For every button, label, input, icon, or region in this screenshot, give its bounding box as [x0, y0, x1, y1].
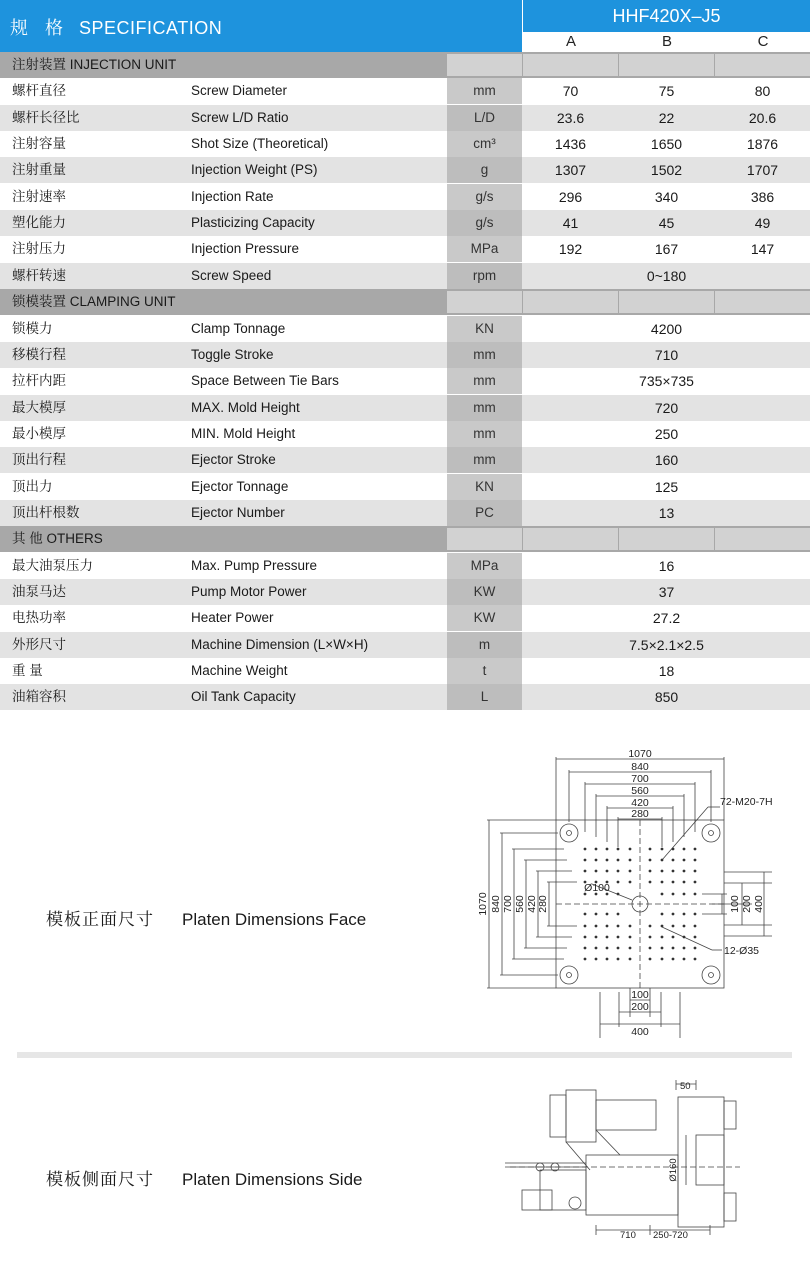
dim-left-280: 280: [537, 895, 549, 913]
dim-top-420: 420: [631, 797, 649, 809]
spec-value: 37: [658, 584, 675, 600]
threaded-hole: [595, 947, 598, 950]
spec-title-en: SPECIFICATION: [79, 18, 223, 38]
spec-label-cn: 电热功率: [12, 610, 66, 626]
side-dim-bottom-2: 250-720: [653, 1230, 688, 1240]
spec-value: 720: [654, 399, 679, 416]
spec-label-en: Ejector Stroke: [191, 452, 276, 468]
threaded-hole: [683, 870, 686, 873]
spec-label-en: Screw Diameter: [191, 83, 288, 99]
threaded-hole: [672, 893, 675, 896]
dim-top-840: 840: [631, 761, 649, 773]
spec-label-cn: 拉杆内距: [12, 373, 66, 389]
dim-right-200: 200: [741, 895, 753, 913]
threaded-hole: [617, 925, 620, 928]
threaded-hole: [683, 958, 686, 961]
side-caption-cn: 模板侧面尺寸: [46, 1170, 154, 1189]
spec-unit: g: [447, 157, 522, 183]
spec-label-en: Space Between Tie Bars: [191, 373, 339, 389]
spec-row: [0, 184, 810, 210]
spec-unit: g/s: [447, 210, 522, 236]
spec-label-cn: 螺杆转速: [12, 267, 66, 283]
section-header-cell: [523, 291, 618, 313]
face-caption-cn: 模板正面尺寸: [46, 910, 154, 929]
spec-label-cn: 顶出行程: [12, 452, 66, 468]
thread-spec-label: 72-M20-7H: [720, 796, 773, 808]
dim-left-560: 560: [514, 895, 526, 913]
platen-face-drawing: [472, 742, 790, 1042]
spec-label-cn: 注射速率: [12, 188, 66, 204]
threaded-hole: [617, 893, 620, 896]
spec-row: [0, 316, 810, 342]
threaded-hole: [694, 859, 697, 862]
spec-row: [0, 684, 810, 710]
threaded-hole: [606, 848, 609, 851]
threaded-hole: [617, 958, 620, 961]
spec-row: [0, 263, 810, 289]
threaded-hole: [617, 848, 620, 851]
spec-label-en: Ejector Tonnage: [191, 478, 289, 494]
spec-value: 296: [558, 188, 583, 205]
threaded-hole: [595, 848, 598, 851]
col-a-header: A: [565, 33, 576, 50]
spec-unit: MPa: [447, 236, 522, 262]
threaded-hole: [683, 859, 686, 862]
spec-row: [0, 500, 810, 526]
threaded-hole: [661, 859, 664, 862]
threaded-hole: [584, 947, 587, 950]
threaded-hole: [649, 925, 652, 928]
side-caption: [46, 1165, 362, 1190]
spec-unit: mm: [447, 78, 522, 104]
spec-label-en: Ejector Number: [191, 504, 285, 520]
spec-title-cn: 规 格: [10, 18, 70, 38]
spec-label-cn: 最大油泵压力: [12, 557, 93, 573]
spec-value: 386: [750, 188, 775, 205]
spec-label-cn: 顶出杆根数: [12, 504, 80, 520]
spec-label-en: MIN. Mold Height: [191, 425, 296, 441]
threaded-hole: [606, 947, 609, 950]
threaded-hole: [617, 870, 620, 873]
threaded-hole: [649, 881, 652, 884]
threaded-hole: [649, 936, 652, 939]
threaded-hole: [606, 870, 609, 873]
section-header-cell: [715, 291, 810, 313]
section-header-cell: [523, 528, 618, 550]
section-header: [0, 289, 810, 315]
section-header: [0, 52, 810, 78]
model-name: HHF420X–J5: [523, 0, 810, 32]
threaded-hole: [661, 936, 664, 939]
spec-label-en: Pump Motor Power: [191, 584, 307, 599]
spec-unit: rpm: [447, 263, 522, 289]
spec-label-cn: 注射重量: [12, 162, 66, 178]
spec-label-en: Machine Weight: [191, 663, 288, 679]
spec-label-cn: 塑化能力: [12, 215, 66, 231]
threaded-hole: [683, 925, 686, 928]
spec-value: 167: [654, 241, 679, 258]
threaded-hole: [629, 958, 632, 961]
spec-row: [0, 78, 810, 104]
spec-unit: t: [447, 658, 522, 684]
threaded-hole: [595, 958, 598, 961]
threaded-hole: [617, 913, 620, 916]
spec-value: 49: [754, 215, 771, 232]
threaded-hole: [584, 925, 587, 928]
threaded-hole: [595, 936, 598, 939]
threaded-hole: [672, 913, 675, 916]
spec-label-cn: 油箱容积: [12, 689, 66, 705]
section-header-cell: [447, 528, 522, 550]
spec-row: [0, 210, 810, 236]
spec-label-en: Toggle Stroke: [191, 346, 274, 362]
spec-value: 41: [562, 215, 579, 232]
dim-top-560: 560: [631, 785, 649, 797]
face-caption: [46, 905, 366, 930]
section-header-cell: [619, 54, 714, 76]
threaded-hole: [672, 870, 675, 873]
threaded-hole: [617, 936, 620, 939]
dim-top-1070: 1070: [628, 748, 652, 760]
threaded-hole: [595, 925, 598, 928]
spec-row: [0, 421, 810, 447]
spec-label-cn: 螺杆直径: [12, 83, 66, 99]
side-dim-top: 50: [680, 1081, 691, 1092]
spec-title-bar: [0, 0, 522, 52]
col-b-header: B: [661, 33, 672, 50]
threaded-hole: [683, 881, 686, 884]
threaded-hole: [672, 859, 675, 862]
spec-unit: MPa: [447, 553, 522, 579]
spec-unit: L/D: [447, 105, 522, 131]
spec-value: 1876: [746, 136, 779, 153]
spec-label-cn: 注射压力: [12, 241, 66, 257]
threaded-hole: [694, 881, 697, 884]
spec-row: [0, 579, 810, 605]
spec-row: [0, 105, 810, 131]
threaded-hole: [672, 958, 675, 961]
threaded-hole: [629, 881, 632, 884]
spec-label-cn: 外形尺寸: [12, 636, 66, 652]
threaded-hole: [694, 936, 697, 939]
spec-label-cn: 移模行程: [12, 346, 66, 362]
spec-label-cn: 油泵马达: [12, 584, 66, 599]
threaded-hole: [606, 925, 609, 928]
dim-bottom-200: 200: [631, 1001, 649, 1013]
dim-left-700: 700: [502, 895, 514, 913]
dim-right-400: 400: [753, 895, 765, 913]
threaded-hole: [584, 870, 587, 873]
section-divider: [17, 1052, 792, 1058]
threaded-hole: [584, 958, 587, 961]
spec-label-en: Machine Dimension (L×W×H): [191, 636, 369, 652]
spec-value: 1502: [650, 162, 683, 179]
dim-right-100: 100: [729, 895, 741, 913]
threaded-hole: [672, 925, 675, 928]
spec-row: [0, 447, 810, 473]
dim-left-420: 420: [526, 895, 538, 913]
section-title: 注射装置 INJECTION UNIT: [12, 57, 177, 72]
spec-label-cn: 螺杆长径比: [12, 109, 80, 125]
spec-value: 125: [654, 478, 679, 495]
threaded-hole: [661, 881, 664, 884]
spec-row: [0, 131, 810, 157]
threaded-hole: [694, 870, 697, 873]
spec-label-en: Shot Size (Theoretical): [191, 136, 329, 152]
threaded-hole: [694, 947, 697, 950]
spec-label-cn: 锁模力: [12, 320, 53, 336]
spec-unit: mm: [447, 342, 522, 368]
threaded-hole: [595, 870, 598, 873]
col-c-header: C: [757, 33, 769, 50]
spec-unit: mm: [447, 368, 522, 394]
spec-value: 1707: [746, 162, 779, 179]
spec-unit: m: [447, 632, 522, 658]
threaded-hole: [629, 859, 632, 862]
dim-top-280: 280: [631, 808, 649, 820]
threaded-hole: [672, 881, 675, 884]
spec-value: 23.6: [556, 109, 585, 126]
spec-value: 13: [658, 504, 675, 521]
threaded-hole: [694, 848, 697, 851]
section-header-cell: [619, 528, 714, 550]
spec-label-cn: 最小模厚: [12, 425, 66, 441]
threaded-hole: [617, 881, 620, 884]
threaded-hole: [649, 958, 652, 961]
spec-value: 0~180: [646, 267, 687, 284]
threaded-hole: [606, 936, 609, 939]
threaded-hole: [617, 947, 620, 950]
spec-label-en: Heater Power: [191, 610, 274, 626]
spec-label-en: Max. Pump Pressure: [191, 557, 318, 573]
threaded-hole: [661, 947, 664, 950]
spec-value: 7.5×2.1×2.5: [629, 636, 704, 653]
spec-unit: KW: [447, 605, 522, 631]
platen-side-drawing: [500, 1075, 750, 1240]
hole-spec-label: 12-Ø35: [724, 945, 760, 957]
spec-value: 147: [750, 241, 775, 258]
threaded-hole: [661, 870, 664, 873]
spec-value: 22: [658, 109, 675, 126]
section-header-cell: [619, 291, 714, 313]
screw-option-headers: [523, 32, 810, 52]
spec-row: [0, 474, 810, 500]
threaded-hole: [584, 859, 587, 862]
spec-row: [0, 368, 810, 394]
center-hole-dim: Ø100: [584, 882, 610, 894]
spec-label-en: Screw Speed: [191, 267, 272, 283]
section-header-cell: [715, 54, 810, 76]
threaded-hole: [694, 913, 697, 916]
threaded-hole: [584, 848, 587, 851]
spec-unit: mm: [447, 447, 522, 473]
spec-value: 250: [654, 425, 679, 442]
threaded-hole: [629, 947, 632, 950]
spec-value: 70: [562, 83, 579, 100]
dim-bottom-400: 400: [631, 1026, 649, 1038]
spec-header: [0, 0, 810, 52]
dim-left-1070: 1070: [477, 892, 489, 916]
spec-label-cn: 最大模厚: [12, 399, 66, 415]
spec-row: [0, 658, 810, 684]
threaded-hole: [629, 925, 632, 928]
threaded-hole: [672, 947, 675, 950]
face-caption-en: Platen Dimensions Face: [182, 910, 367, 929]
spec-label-en: Injection Pressure: [191, 241, 300, 257]
threaded-hole: [649, 947, 652, 950]
threaded-hole: [672, 848, 675, 851]
spec-label-en: Injection Weight (PS): [191, 162, 318, 178]
spec-value: 1307: [554, 162, 587, 179]
threaded-hole: [584, 936, 587, 939]
threaded-hole: [617, 859, 620, 862]
spec-value: 16: [658, 557, 675, 574]
spec-unit: g/s: [447, 184, 522, 210]
threaded-hole: [661, 925, 664, 928]
spec-label-cn: 注射容量: [12, 136, 66, 152]
section-header-cell: [447, 291, 522, 313]
spec-row: [0, 157, 810, 183]
spec-label-en: MAX. Mold Height: [191, 399, 300, 415]
spec-value: 192: [558, 241, 583, 258]
side-dim-bottom-1: 710: [620, 1230, 636, 1240]
spec-value: 340: [654, 188, 679, 205]
threaded-hole: [649, 870, 652, 873]
threaded-hole: [683, 893, 686, 896]
spec-value: 735×735: [639, 373, 694, 390]
spec-value: 710: [654, 346, 679, 363]
threaded-hole: [595, 859, 598, 862]
threaded-hole: [661, 893, 664, 896]
spec-row: [0, 605, 810, 631]
threaded-hole: [661, 848, 664, 851]
spec-row: [0, 395, 810, 421]
threaded-hole: [672, 936, 675, 939]
threaded-hole: [584, 913, 587, 916]
threaded-hole: [595, 913, 598, 916]
threaded-hole: [661, 958, 664, 961]
spec-value: 45: [658, 215, 675, 232]
spec-unit: mm: [447, 395, 522, 421]
spec-value: 850: [654, 689, 679, 706]
dim-left-840: 840: [490, 895, 502, 913]
spec-value: 20.6: [748, 109, 777, 126]
threaded-hole: [629, 936, 632, 939]
section-title: 其 他 OTHERS: [12, 531, 103, 547]
threaded-hole: [606, 913, 609, 916]
spec-row: [0, 632, 810, 658]
section-title: 锁模装置 CLAMPING UNIT: [12, 294, 176, 310]
threaded-hole: [683, 913, 686, 916]
spec-value: 1436: [554, 136, 587, 153]
side-caption-en: Platen Dimensions Side: [182, 1170, 363, 1189]
spec-label-en: Plasticizing Capacity: [191, 215, 315, 231]
threaded-hole: [694, 958, 697, 961]
section-header-cell: [523, 54, 618, 76]
spec-label-en: Injection Rate: [191, 188, 274, 204]
dim-top-700: 700: [631, 773, 649, 785]
spec-value: 1650: [650, 136, 683, 153]
spec-value: 160: [654, 452, 679, 469]
threaded-hole: [629, 870, 632, 873]
spec-label-en: Screw L/D Ratio: [191, 109, 289, 125]
threaded-hole: [606, 859, 609, 862]
spec-label-en: Clamp Tonnage: [191, 320, 286, 336]
threaded-hole: [649, 848, 652, 851]
spec-row: [0, 236, 810, 262]
threaded-hole: [661, 913, 664, 916]
spec-value: 80: [754, 83, 771, 100]
spec-value: 27.2: [652, 610, 681, 627]
section-header-cell: [715, 528, 810, 550]
threaded-hole: [694, 893, 697, 896]
threaded-hole: [649, 859, 652, 862]
spec-unit: KN: [447, 316, 522, 342]
section-header: [0, 526, 810, 552]
threaded-hole: [683, 947, 686, 950]
spec-unit: cm³: [447, 131, 522, 157]
spec-unit: KW: [447, 579, 522, 605]
spec-unit: L: [447, 684, 522, 710]
spec-value: 75: [658, 83, 675, 100]
section-header-cell: [447, 54, 522, 76]
spec-label-cn: 顶出力: [12, 478, 53, 494]
threaded-hole: [683, 848, 686, 851]
spec-row: [0, 342, 810, 368]
spec-unit: mm: [447, 421, 522, 447]
spec-unit: KN: [447, 474, 522, 500]
side-dim-center: Ø160: [668, 1158, 679, 1182]
spec-row: [0, 553, 810, 579]
spec-label-cn: 重 量: [12, 663, 43, 679]
spec-label-en: Oil Tank Capacity: [191, 689, 296, 705]
spec-value: 4200: [650, 320, 683, 337]
threaded-hole: [694, 925, 697, 928]
spec-unit: PC: [447, 500, 522, 526]
threaded-hole: [606, 958, 609, 961]
threaded-hole: [629, 848, 632, 851]
dim-bottom-100: 100: [631, 989, 649, 1001]
threaded-hole: [683, 936, 686, 939]
spec-value: 18: [658, 663, 675, 680]
